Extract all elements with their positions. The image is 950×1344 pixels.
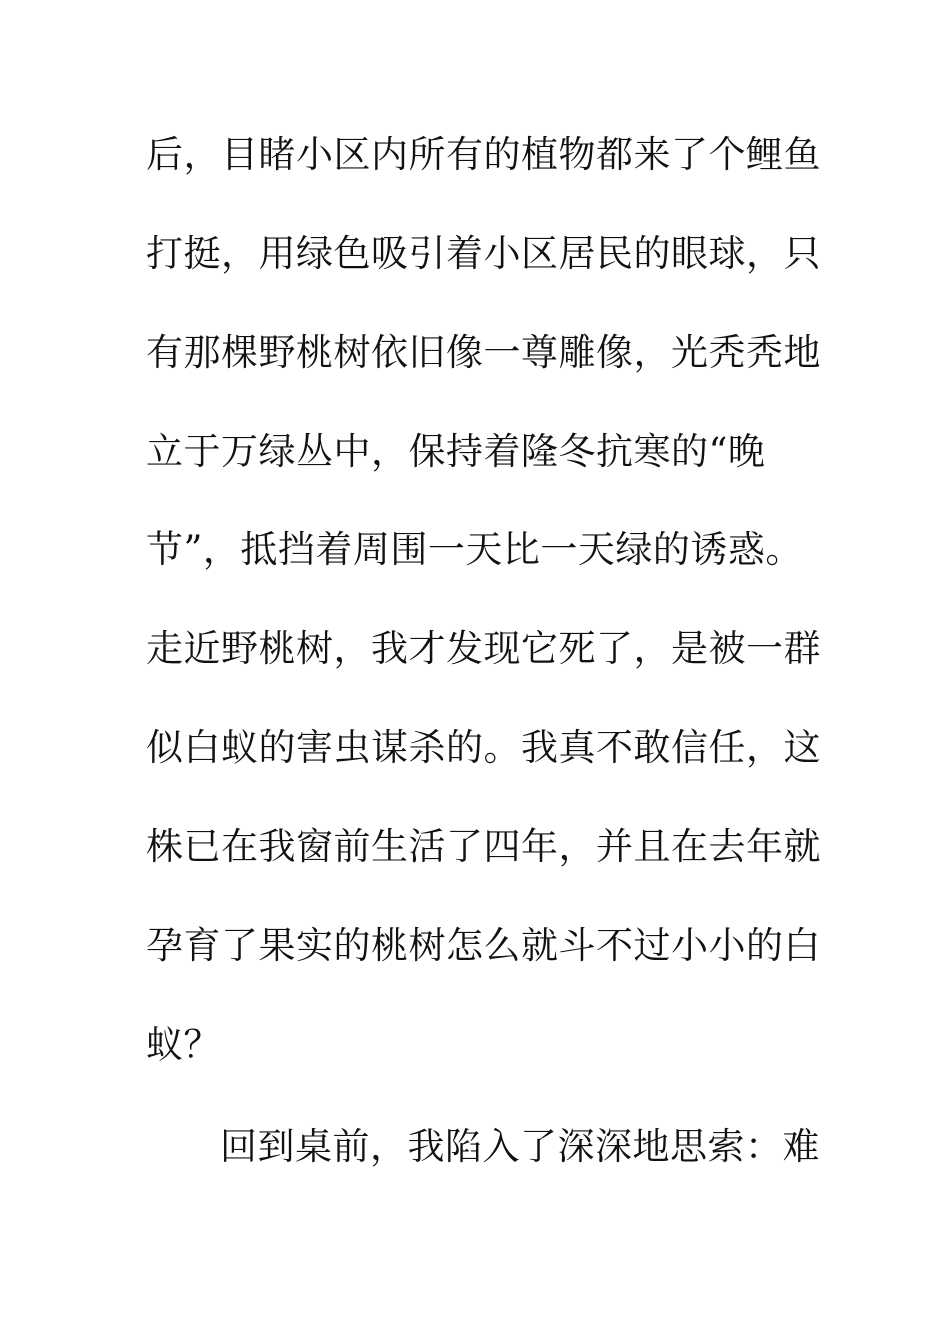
text-line: 立于万绿丛中，保持着隆冬抗寒的“晚 — [146, 430, 766, 473]
text-line: 有那棵野桃树依旧像一尊雕像，光秃秃地 — [146, 331, 821, 374]
paragraph-first-line: 回到桌前，我陷入了深深地思索：难 — [220, 1125, 820, 1168]
text-line: 节”，抵挡着周围一天比一天绿的诱惑。 — [146, 528, 803, 571]
text-line: 走近野桃树，我才发现它死了，是被一群 — [146, 627, 821, 670]
text-line: 株已在我窗前生活了四年，并且在去年就 — [146, 825, 821, 868]
text-line: 似白蚁的害虫谋杀的。我真不敢信任，这 — [146, 726, 821, 769]
text-line: 后，目睹小区内所有的植物都来了个鲤鱼 — [146, 133, 821, 176]
text-line: 蚁？ — [146, 1023, 221, 1066]
text-line: 孕育了果实的桃树怎么就斗不过小小的白 — [146, 924, 821, 967]
text-line: 打挺，用绿色吸引着小区居民的眼球，只 — [146, 232, 821, 275]
